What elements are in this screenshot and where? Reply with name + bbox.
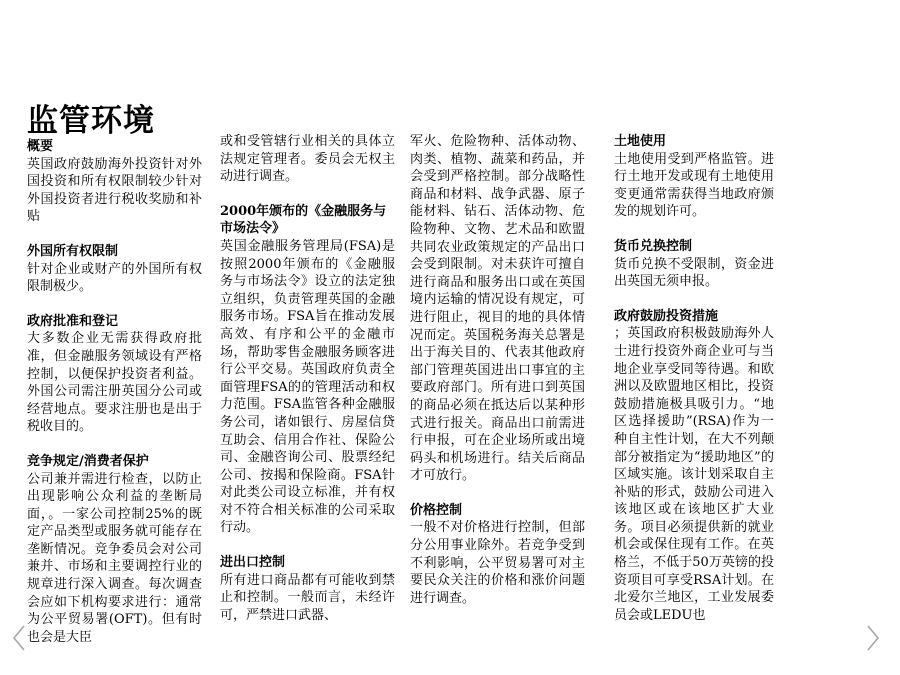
section-fsma-2000	[220, 203, 395, 537]
section-body: 大多数企业无需获得政府批准，但金融服务领域设有严格控制，以便保护投资者利益。外国公司需注册英国分公司或经营地点。要求注册也是出于税收目的。	[27, 331, 202, 435]
previous-slide-button[interactable]	[8, 620, 30, 656]
section-body: 公司兼并需进行检查，以防止出现影响公众利益的垄断局面，。一家公司控制25%的既定产品类型或服务就可能存在垄断情况。竞争委员会对公司兼并、市场和主要调控行业的规章进行深入调查。每次调查会应如下机构要求进行：通常为公平贸易署(OFT)。但有时也会是大臣	[27, 471, 202, 645]
section-import-export	[220, 554, 395, 624]
section-competition-continued	[220, 133, 395, 186]
section-price-control	[410, 502, 585, 608]
section-currency-exchange	[614, 238, 774, 291]
chevron-right-icon	[866, 624, 880, 652]
section-body: 货币兑换不受限制，资金进出英国无须申报。	[614, 256, 774, 290]
column-2	[220, 133, 395, 641]
section-body: 一般不对价格进行控制，但部分公用事业除外。若竞争受到不利影响，公平贸易署可对主要民众关注的价格和涨价问题进行调查。	[410, 520, 585, 606]
section-heading: 价格控制	[410, 502, 463, 518]
section-body: 英国金融服务管理局(FSA)是按照2000年颁布的《金融服务与市场法令》设立的法定独立组织，负责管理英国的金融服务市场。FSA旨在推动发展高效、有序和公平的金融市场，帮助零售金融服务顾客进行公平交易。英国政府负责全面管理FSA的的管理活动和权力范围。FSA监管各种金融服务公司，诸如银行、房屋信贷互助会、信用合作社、保险公司、金融咨询公司、股票经纪公司、按揭和保险商。FSA针对此类公司设立标准，并有权对不符合相关标准的公司采取行动。	[220, 238, 395, 536]
section-heading: 竞争规定/消费者保护	[27, 453, 149, 469]
column-4	[614, 133, 774, 641]
section-competition	[27, 453, 202, 647]
page-title: 监管环境	[27, 103, 155, 139]
chevron-left-icon	[12, 624, 26, 652]
section-foreign-ownership	[27, 243, 202, 296]
section-overview	[27, 138, 202, 226]
section-heading: 政府批准和登记	[27, 313, 119, 329]
section-approval-registration	[27, 313, 202, 436]
section-body: 英国政府鼓励海外投资针对外国投资和所有权限制较少针对外国投资者进行税收奖励和补贴	[27, 156, 202, 225]
column-1	[27, 138, 202, 663]
section-land-use	[614, 133, 774, 221]
section-import-export-continued	[410, 133, 585, 485]
section-heading: 2000年颁布的《金融服务与市场法令》	[220, 203, 387, 237]
section-body: 土地使用受到严格监管。进行土地开发或现有土地使用变更通常需获得当地政府颁发的规划许可。	[614, 151, 774, 220]
section-heading: 土地使用	[614, 134, 667, 149]
section-heading: 进出口控制	[220, 555, 286, 571]
section-body: ；英国政府积极鼓励海外人士进行投资外商企业可与当地企业享受同等待遇。和欧洲以及欧盟地区相比，投资鼓励措施极具吸引力。“地区选择援助”(RSA)作为一种自主性计划，在大不列颠部分被指定为“援助地区”的区域实施。该计划采取自主补贴的形式，鼓励公司进入该地区或在该地区扩大业务。项目必须提供新的就业机会或保住现有工作。在英格兰，不低于50万英镑的投资项目可享受RSA计划。在北爱尔兰地区，工业发展委员会或LEDU也	[614, 326, 774, 623]
column-3	[410, 133, 585, 624]
section-heading: 概要	[27, 139, 54, 154]
section-investment-incentives	[614, 308, 774, 625]
section-body: 针对企业或财产的外国所有权限制极少。	[27, 261, 202, 295]
section-heading: 外国所有权限制	[27, 243, 119, 259]
section-body: 军火、危险物种、活体动物、肉类、植物、蔬菜和药品，并会受到严格控制。部分战略性商品和材料、战争武器、原子能材料、钻石、活体动物、危险物种、文物、艺术品和欧盟共同农业政策规定的产品出口会受到限制。对未获许可擅自进行商品和服务出口或在英国境内运输的情况设有规定，可进行阻止，视目的地的具体情况而定。英国税务海关总署是出于海关目的、代表其他政府部门管理英国进出口事宜的主要政府部门。所有进口到英国的商品必须在抵达后以某种形式进行报关。商品出口前需进行申报，可在企业场所或出境码头和机场进行。结关后商品才可放行。	[410, 134, 585, 484]
next-slide-button[interactable]	[862, 620, 884, 656]
section-body: 所有进口商品都有可能收到禁止和控制。一般而言，未经许可，严禁进口武器、	[220, 572, 395, 623]
section-body: 或和受管辖行业相关的具体立法规定管理者。委员会无权主动进行调查。	[220, 134, 395, 185]
section-heading: 货币兑换控制	[614, 238, 693, 254]
section-heading: 政府鼓励投资措施	[614, 308, 719, 324]
